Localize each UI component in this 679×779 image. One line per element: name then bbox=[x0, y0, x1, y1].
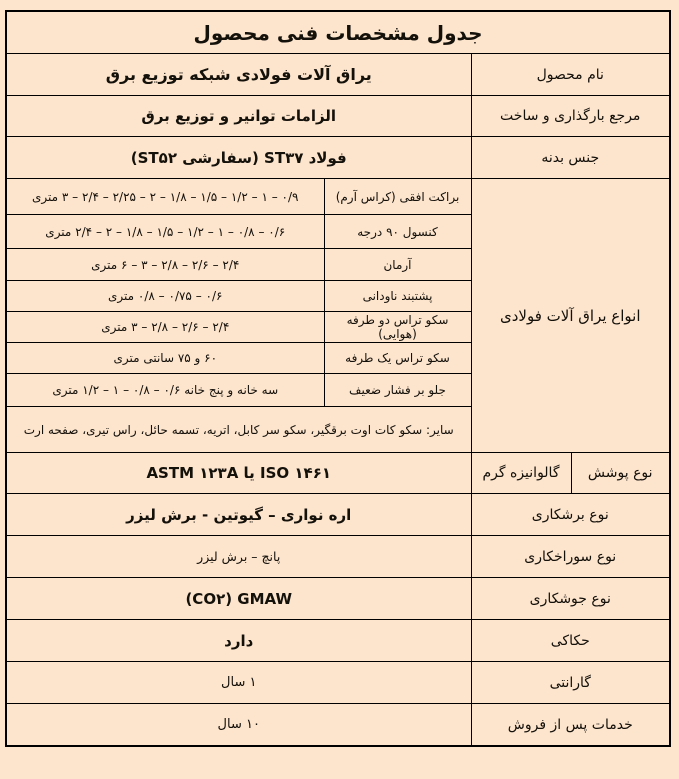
fitting-item-name: سکو تراس یک طرفه bbox=[324, 343, 471, 374]
fitting-item-name: پشتبند ناودانی bbox=[324, 281, 471, 312]
table-row-after-sales bbox=[6, 704, 670, 747]
coating-method: گالوانیزه گرم bbox=[471, 453, 571, 494]
table-row-warranty bbox=[6, 662, 670, 704]
fitting-item-sizes: ۶۰ و ۷۵ سانتی متری bbox=[6, 343, 324, 374]
after-sales-label: خدمات پس از فروش bbox=[471, 704, 670, 747]
fitting-item-sizes: ۲/۴ – ۲/۶ – ۲/۸ – ۳ متری bbox=[6, 312, 324, 343]
fittings-other-value: سایر: سکو کات اوت برقگیر، سکو سر کابل، اتریه، تسمه حائل، راس تیری، صفحه ارت bbox=[6, 407, 471, 453]
table-row-reference bbox=[6, 96, 670, 137]
drilling-type-label: نوع سوراخکاری bbox=[471, 536, 670, 578]
fitting-item-sizes: ۰/۶ – ۰/۷۵ – ۰/۸ متری bbox=[6, 281, 324, 312]
welding-type-value: (CO۲) GMAW bbox=[6, 578, 471, 620]
coating-type-label: نوع پوشش bbox=[571, 453, 670, 494]
fitting-item-sizes: سه خانه و پنج خانه ۰/۶ – ۰/۸ – ۱ – ۱/۲ متری bbox=[6, 374, 324, 407]
table-row-welding bbox=[6, 578, 670, 620]
table-row-product bbox=[6, 54, 670, 96]
cutting-type-label: نوع برشکاری bbox=[471, 494, 670, 536]
fitting-item-name: کنسول ۹۰ درجه bbox=[324, 215, 471, 249]
warranty-value: ۱ سال bbox=[6, 662, 471, 704]
after-sales-value: ۱۰ سال bbox=[6, 704, 471, 747]
fitting-item-sizes: ۰/۹ – ۱ – ۱/۲ – ۱/۵ – ۱/۸ – ۲ – ۲/۲۵ – ۲/۴ – ۳ متری bbox=[6, 179, 324, 215]
spec-table bbox=[5, 10, 671, 747]
body-material-label: جنس بدنه bbox=[471, 137, 670, 179]
engraving-value: دارد bbox=[6, 620, 471, 662]
table-row-cutting bbox=[6, 494, 670, 536]
table-row-fitting bbox=[6, 179, 670, 215]
fitting-item-name: آرمان bbox=[324, 249, 471, 281]
coating-standard-value: ISO ۱۴۶۱ یا ASTM ۱۲۳A bbox=[6, 453, 471, 494]
product-name-label: نام محصول bbox=[471, 54, 670, 96]
body-material-value: فولاد ST۳۷ (سفارشی ST۵۲) bbox=[6, 137, 471, 179]
cutting-type-value: اره نواری – گیوتین - برش لیزر bbox=[6, 494, 471, 536]
table-row-material bbox=[6, 137, 670, 179]
fittings-category-label: انواع یراق آلات فولادی bbox=[471, 179, 670, 453]
table-row-title bbox=[6, 11, 670, 54]
table-row-engraving bbox=[6, 620, 670, 662]
drilling-type-value: پانچ – برش لیزر bbox=[6, 536, 471, 578]
fitting-item-sizes: ۲/۴ – ۲/۶ – ۲/۸ – ۳ – ۶ متری bbox=[6, 249, 324, 281]
fitting-item-sizes: ۰/۶ – ۰/۸ – ۱ – ۱/۲ – ۱/۵ – ۱/۸ – ۲ – ۲/۴ متری bbox=[6, 215, 324, 249]
loading-reference-value: الزامات توانیر و توزیع برق bbox=[6, 96, 471, 137]
warranty-label: گارانتی bbox=[471, 662, 670, 704]
table-row-drilling bbox=[6, 536, 670, 578]
engraving-label: حکاکی bbox=[471, 620, 670, 662]
table-row-coating bbox=[6, 453, 670, 494]
loading-reference-label: مرجع بارگذاری و ساخت bbox=[471, 96, 670, 137]
fitting-item-name: براکت افقی (کراس آرم) bbox=[324, 179, 471, 215]
product-name-value: یراق آلات فولادی شبکه توزیع برق bbox=[6, 54, 471, 96]
fitting-item-name: جلو بر فشار ضعیف bbox=[324, 374, 471, 407]
fitting-item-name: سکو تراس دو طرفه (هوایی) bbox=[324, 312, 471, 343]
page-title: جدول مشخصات فنی محصول bbox=[6, 11, 670, 54]
welding-type-label: نوع جوشکاری bbox=[471, 578, 670, 620]
